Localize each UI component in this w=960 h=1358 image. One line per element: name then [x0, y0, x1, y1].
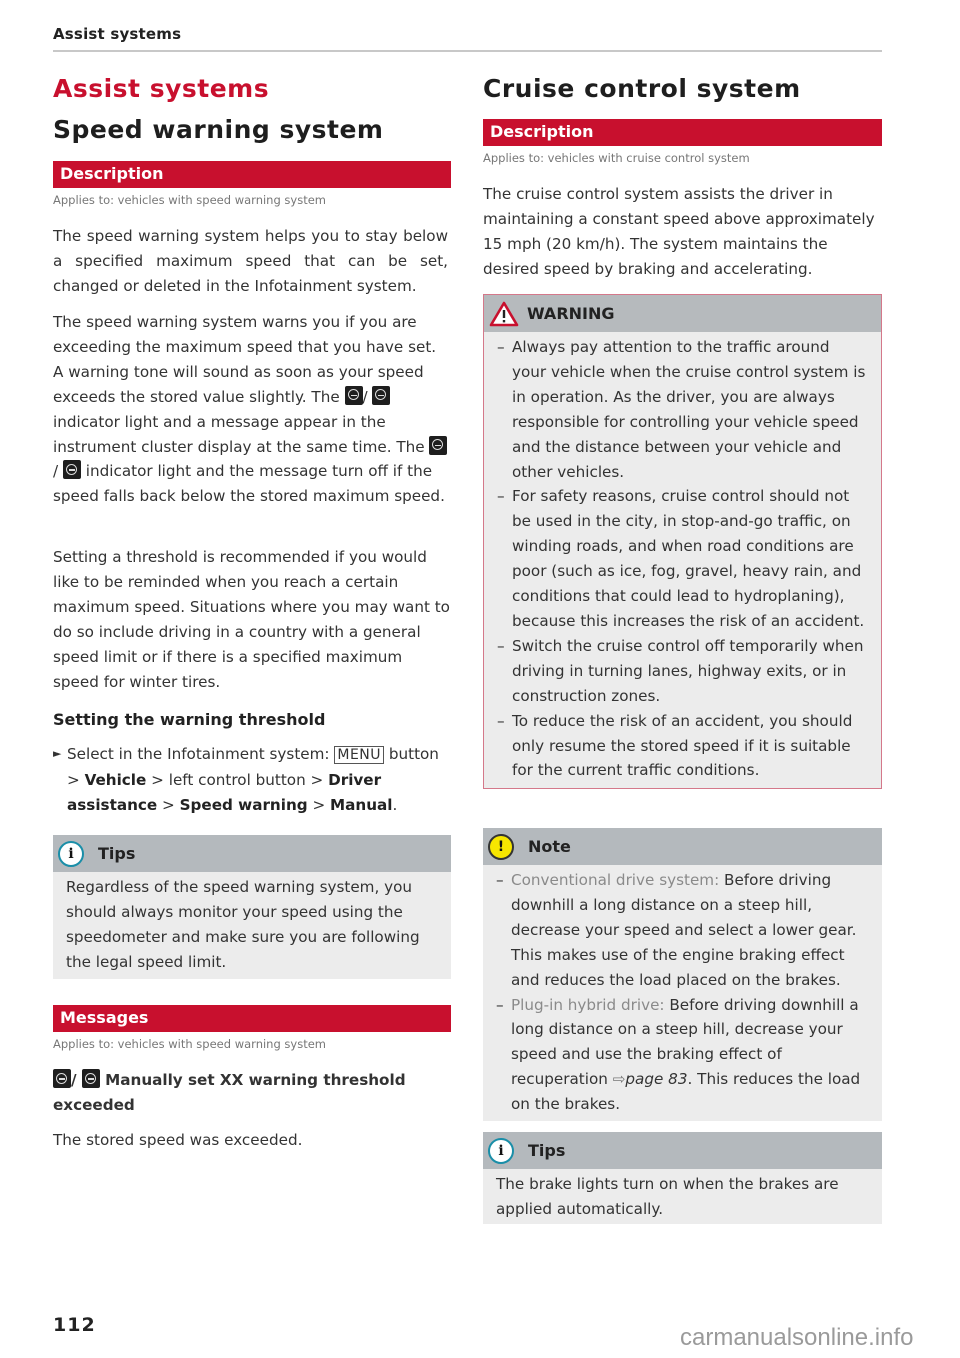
kmh-indicator-icon: [372, 386, 390, 405]
tips-header: [53, 835, 451, 872]
warning-item: – Switch the cruise control off temporarily when driving in turning lanes, highway exits, or in construction zones.: [497, 634, 868, 709]
threshold-heading: Setting the warning threshold: [53, 710, 326, 729]
warning-item: – Always pay attention to the traffic around your vehicle when the cruise control system is in operation. As the driver, you are always responsible for controlling your vehicle speed and the distance between your vehicle and other vehicles.: [497, 335, 868, 484]
speed-warning-behavior: [53, 310, 451, 509]
path-separator: >: [67, 770, 80, 789]
watermark: carmanualsonline.info: [680, 1324, 914, 1351]
note-item-hybrid: [496, 993, 869, 1118]
path-driver-assistance: Driver assistance: [67, 770, 382, 814]
warning-box: [483, 294, 882, 789]
warning-list: [484, 332, 881, 788]
path-separator: >: [310, 770, 324, 789]
paragraph-text: indicator light and a message appear in the instrument cluster display at the same time. The: [53, 412, 425, 456]
mph-indicator-icon: [53, 1069, 71, 1088]
tips-header: [483, 1132, 882, 1169]
note-text: Before driving downhill a long distance on a steep hill, decrease your speed and use the braking effect of recuperation: [511, 995, 859, 1089]
message-text: The stored speed was exceeded.: [53, 1131, 303, 1149]
messages-bar: Messages: [53, 1005, 451, 1032]
speed-warning-intro: The speed warning system helps you to stay below a specified maximum speed that can be set, changed or deleted in the Infotainment system.: [53, 227, 448, 295]
page-number: 112: [53, 1314, 96, 1336]
kmh-indicator-icon: [82, 1069, 100, 1088]
exclamation-circle-icon: !: [488, 834, 514, 860]
warning-item: – For safety reasons, cruise control should not be used in the city, in stop-and-go traffic, on winding roads, and when road conditions are poor (such as ice, fog, gravel, heavy rain, and conditions that could lead to hydroplaning), because this increases the risk of an accident.: [497, 484, 868, 633]
section-title-speed-warning: Speed warning system: [53, 115, 384, 144]
running-head: [53, 24, 882, 52]
warning-title: WARNING: [527, 304, 615, 323]
step-bullet-icon: ►: [53, 747, 62, 760]
info-icon: i: [488, 1138, 514, 1164]
description-bar: Description: [483, 119, 882, 146]
note-title: Note: [528, 837, 571, 856]
path-manual: Manual: [330, 795, 393, 814]
chapter-title: Assist systems: [53, 74, 270, 103]
warning-item: – To reduce the risk of an accident, you should only resume the stored speed if it is suitable for the current traffic conditions.: [497, 709, 868, 784]
running-head-title: Assist systems: [53, 25, 182, 43]
note-header: [483, 828, 882, 865]
page-ref-link[interactable]: page 83: [625, 1070, 688, 1089]
warning-triangle-icon: [489, 301, 519, 327]
path-separator: >: [312, 795, 326, 814]
tips-title: Tips: [528, 1141, 566, 1160]
slash: /: [53, 462, 59, 481]
period: .: [392, 795, 398, 814]
path-separator: >: [162, 795, 175, 814]
slash: /: [71, 1071, 77, 1089]
note-text: Before driving downhill a long distance on a steep hill, decrease your speed and select a lower gear. This makes use of the engine braking effect and reduces the load placed on the brakes.: [511, 871, 857, 989]
info-icon: i: [58, 841, 84, 867]
tips-box-left: [53, 835, 451, 979]
mph-indicator-icon: [345, 386, 363, 405]
applies-to: Applies to: vehicles with cruise control system: [483, 151, 750, 165]
threshold-step: [53, 742, 451, 818]
tips-title: Tips: [98, 844, 136, 863]
description-bar: Description: [53, 161, 451, 188]
threshold-recommendation: Setting a threshold is recommended if you would like to be reminded when you reach a certain maximum speed. Situations where you may want to do so include driving in a country with a general speed limit or if there is a specified maximum speed for winter tires.: [53, 548, 450, 691]
cruise-control-intro: The cruise control system assists the driver in maintaining a constant speed above approximately 15 mph (20 km/h). The system maintains the desired speed by braking and accelerating.: [483, 185, 875, 278]
note-lead: Plug-in hybrid drive:: [511, 995, 665, 1014]
menu-key: MENU: [334, 746, 384, 764]
step-text: button: [388, 745, 439, 763]
applies-to: Applies to: vehicles with speed warning system: [53, 193, 326, 207]
step-text: Select in the Infotainment system:: [67, 745, 330, 763]
message-title-text: Manually set XX warning threshold exceeded: [53, 1071, 406, 1114]
note-lead: Conventional drive system:: [511, 871, 720, 889]
tips-text: The brake lights turn on when the brakes are applied automatically.: [496, 1175, 839, 1218]
applies-to: Applies to: vehicles with speed warning system: [53, 1037, 326, 1051]
mph-indicator-icon: [429, 436, 447, 455]
path-vehicle: Vehicle: [84, 770, 147, 789]
path-speed-warning: Speed warning: [179, 795, 308, 814]
page-ref-arrow-icon: ⇨: [612, 1070, 626, 1089]
note-list: [483, 865, 882, 1121]
path-left-control: left control button: [168, 770, 306, 789]
path-separator: >: [151, 770, 164, 789]
slash: /: [362, 387, 368, 406]
tips-text: Regardless of the speed warning system, you should always monitor your speed using the speedometer and make sure you are following the legal speed limit.: [66, 878, 420, 971]
note-box: [483, 828, 882, 1121]
paragraph-text: The speed warning system warns you if you are exceeding the maximum speed that you have set. A warning tone will sound as soon as your speed exceeds the stored value slightly. The: [53, 313, 437, 406]
message-title: [53, 1068, 451, 1118]
section-title-cruise-control: Cruise control system: [483, 74, 801, 103]
kmh-indicator-icon: [63, 460, 81, 479]
tips-box-right: [483, 1132, 882, 1224]
note-item-conventional: [496, 868, 869, 993]
paragraph-text: indicator light and the message turn off if the speed falls back below the stored maximum speed.: [53, 462, 445, 506]
note-text: . This reduces the load on the brakes.: [511, 1070, 861, 1114]
warning-header: [484, 295, 881, 332]
